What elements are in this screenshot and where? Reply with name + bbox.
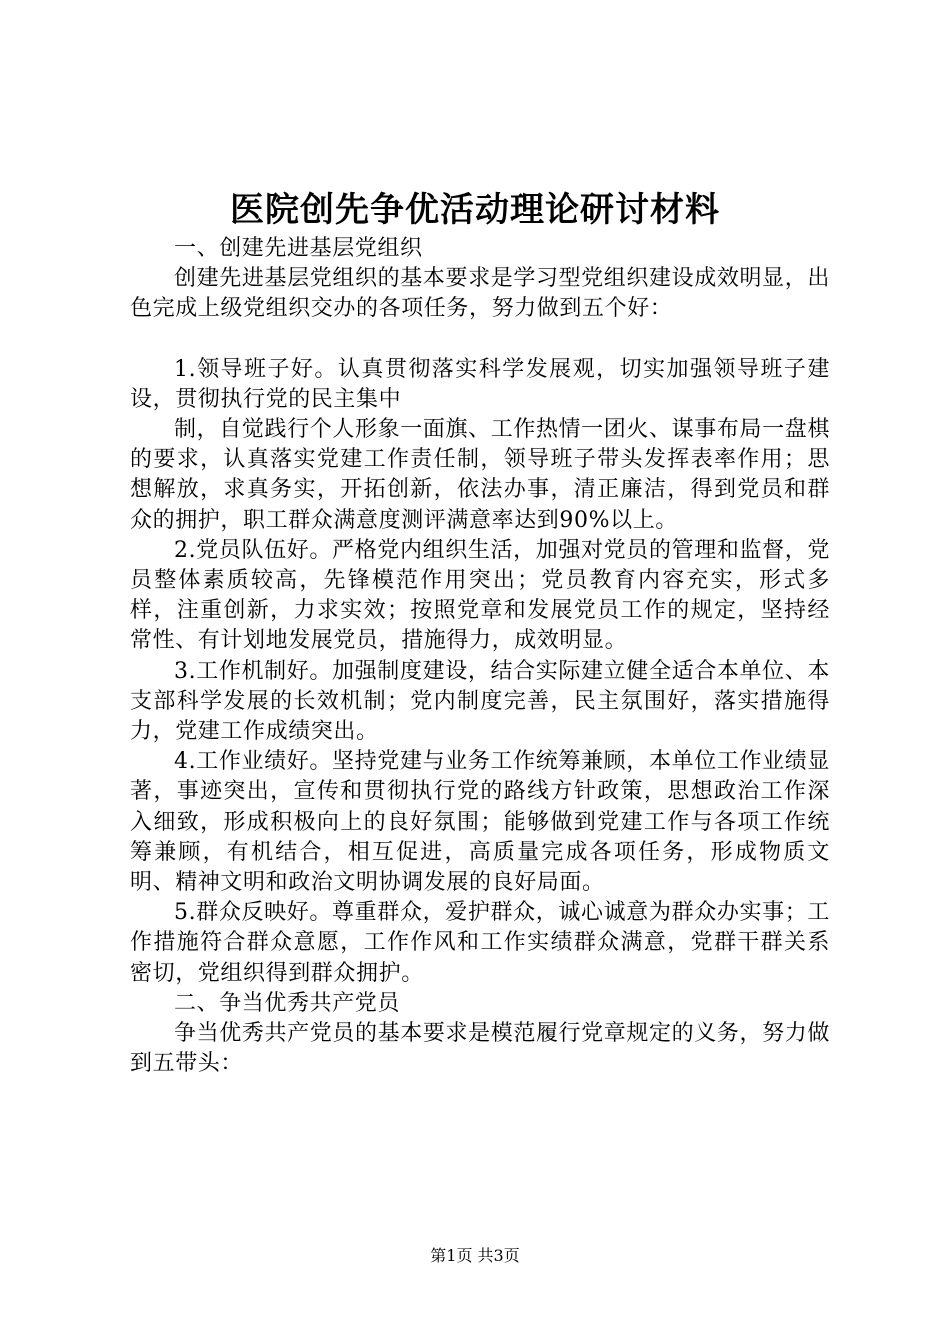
paragraph-item-5: 5.群众反映好。尊重群众，爱护群众，诚心诚意为群众办实事；工作措施符合群众意愿，工作作风和工作实绩群众满意，党群干群关系密切，党组织得到群众拥护。 xyxy=(130,900,830,986)
paragraph-item-1-continued: 制，自觉践行个人形象一面旗、工作热情一团火、谋事布局一盘棋的要求，认真落实党建工作责任制，领导班子带头发挥表率作用；思想解放，求真务实，开拓创新，依法办事，清正廉洁，得到党员和群众的拥护，职工群众满意度测评满意率达到90%以上。 xyxy=(130,417,830,533)
paragraph-item-1-start: 1.领导班子好。认真贯彻落实科学发展观，切实加强领导班子建设，贯彻执行党的民主集中 xyxy=(130,356,830,412)
paragraph-intro-2: 争当优秀共产党员的基本要求是模范履行党章规定的义务，努力做到五带头： xyxy=(130,1021,830,1077)
paragraph-item-2: 2.党员队伍好。严格党内组织生活，加强对党员的管理和监督，党员整体素质较高，先锋模范作用突出；党员教育内容充实，形式多样，注重创新，力求实效；按照党章和发展党员工作的规定，坚持经常性、有计划地发展党员，措施得力，成效明显。 xyxy=(130,537,830,654)
paragraph-item-4: 4.工作业绩好。坚持党建与业务工作统筹兼顾，本单位工作业绩显著，事迹突出，宣传和贯彻执行党的路线方针政策，思想政治工作深入细致，形成积极向上的良好氛围；能够做到党建工作与各项工作统筹兼顾，有机结合，相互促进，高质量完成各项任务，形成物质文明、精神文明和政治文明协调发展的良好局面。 xyxy=(130,749,830,896)
document-body xyxy=(130,234,830,1079)
paragraph-intro-1: 创建先进基层党组织的基本要求是学习型党组织建设成效明显，出色完成上级党组织交办的各项任务，努力做到五个好： xyxy=(130,266,830,322)
section-heading-1: 一、创建先进基层党组织 xyxy=(174,236,423,261)
paragraph-item-3: 3.工作机制好。加强制度建设，结合实际建立健全适合本单位、本支部科学发展的长效机制；党内制度完善，民主氛围好，落实措施得力，党建工作成绩突出。 xyxy=(130,658,830,745)
document-title: 医院创先争优活动理论研讨材料 xyxy=(230,190,720,230)
section-heading-2: 二、争当优秀共产党员 xyxy=(174,990,401,1016)
page-number-footer: 第1页 共3页 xyxy=(430,1246,520,1265)
